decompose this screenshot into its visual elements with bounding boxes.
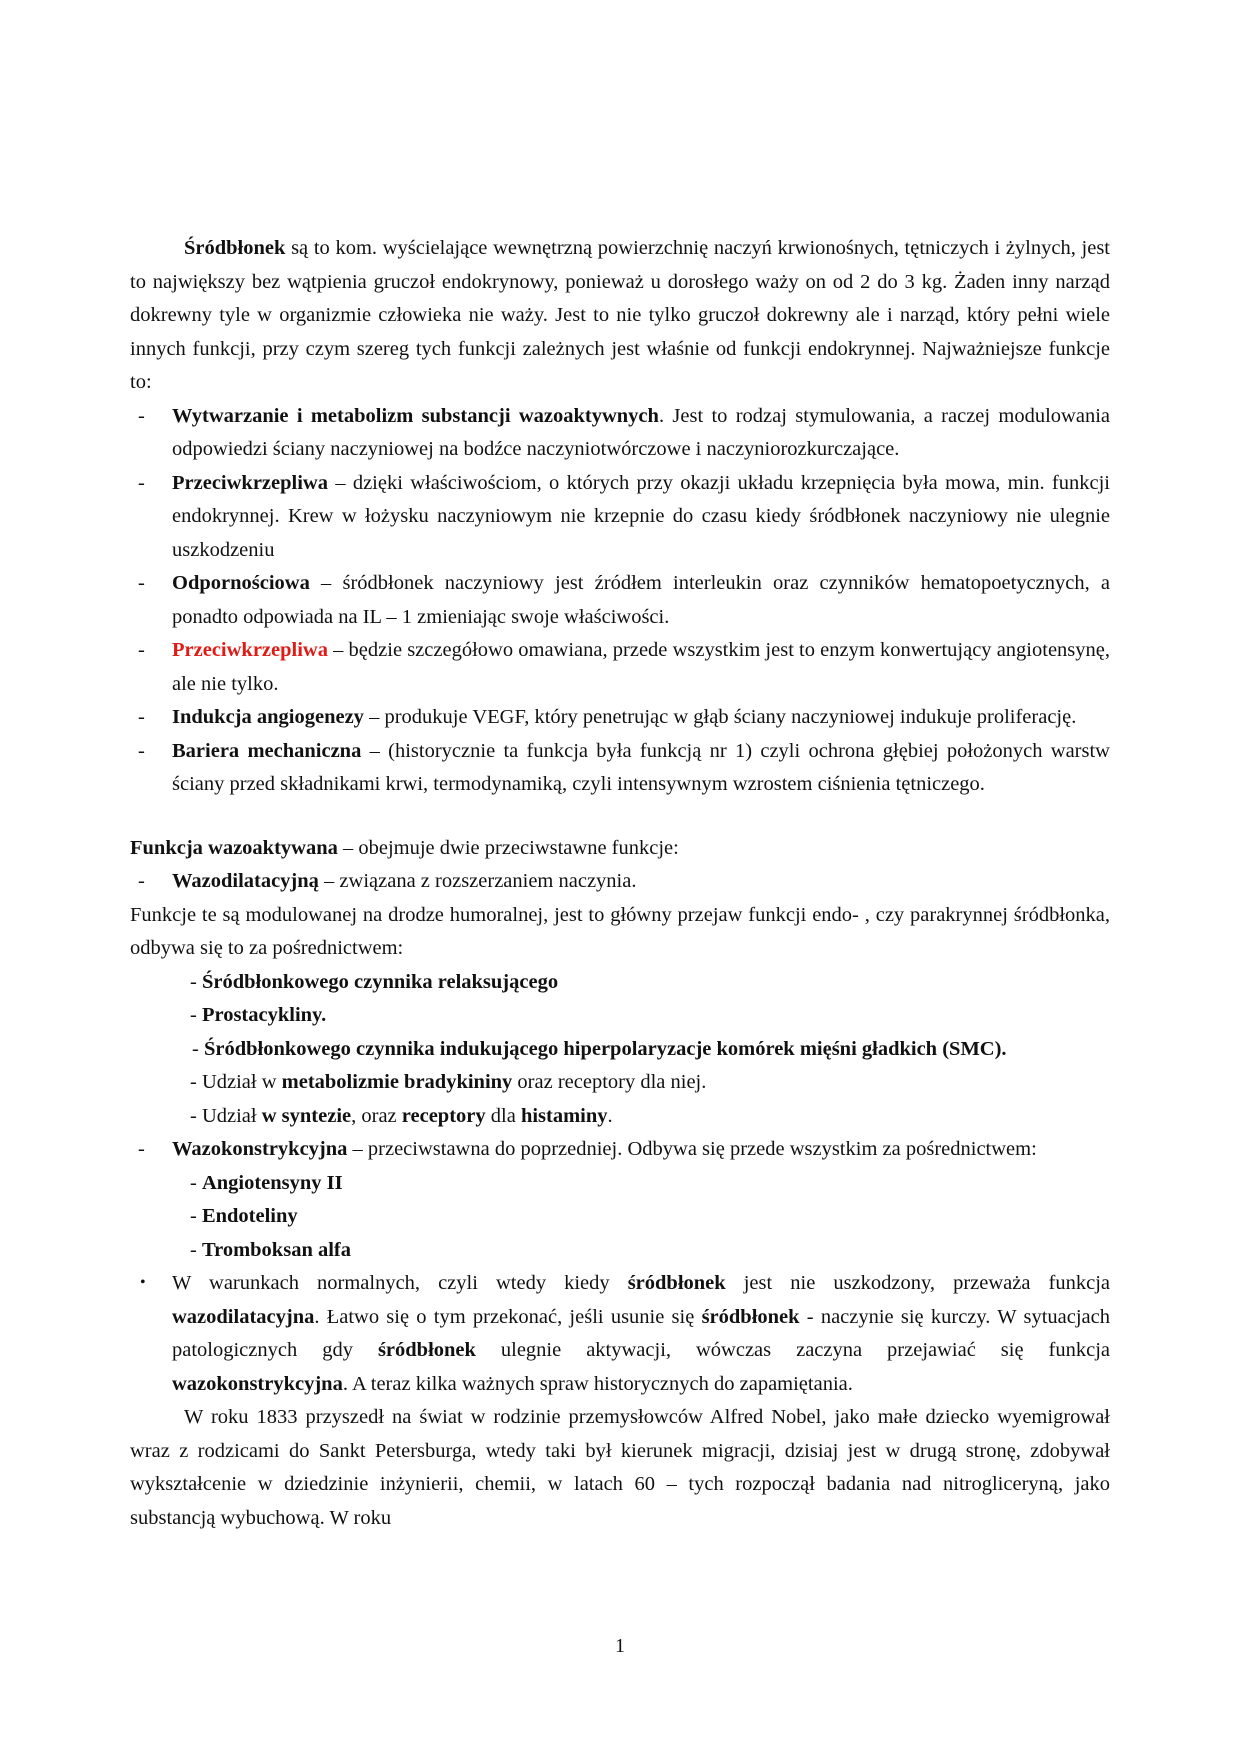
vasoactive-heading-rest: – obejmuje dwie przeciwstawne funkcje: [337, 836, 679, 859]
sub-list-item [130, 1066, 1110, 1100]
dash-marker: - [190, 1205, 197, 1227]
sub-item-bold-2: receptory [401, 1104, 486, 1127]
list-item-text: – przeciwstawna do poprzedniej. Odbywa się przede wszystkim za pośrednictwem: [347, 1138, 1037, 1160]
vasoconstriction-list [130, 1133, 1110, 1167]
sub-list-item [130, 1234, 1110, 1268]
sub-item-rest: oraz receptory dla niej. [512, 1071, 707, 1093]
dash-marker: - [138, 404, 145, 427]
nc-bold-2: wazodilatacyjna [172, 1305, 315, 1328]
vasoactive-heading [130, 832, 1110, 866]
list-item [130, 735, 1110, 802]
sub-item-prefix: Udział [201, 1104, 262, 1127]
nc-seg-5: ulegnie aktywacji, wówczas zaczyna przejawiać się funkcja [475, 1339, 1111, 1361]
nc-bold-5: wazokonstrykcyjna [172, 1372, 343, 1395]
dash-marker: - [138, 870, 145, 892]
sub-list-item [130, 1167, 1110, 1201]
vasoactive-heading-bold: Funkcja wazoaktywana [130, 836, 338, 859]
nc-seg-4: - naczynie się kurczy. W sytuacjach patologicznych gdy [172, 1305, 1110, 1361]
dash-marker: - [190, 1071, 197, 1093]
nobel-paragraph: W roku 1833 przyszedł na świat w rodzinie przemysłowców Alfred Nobel, jako małe dziecko wyemigrował wraz z rodzicami do Sankt Petersburga, wtedy taki był kierunek migracji, dzisiaj jest w drugą stronę, zdobywał wykształcenie w dziedzinie inżynierii, chemii, w latach 60 – tych rozpoczął badania nad nitrogliceryną, jako substancją wybuchową. W roku [130, 1406, 1110, 1529]
sub-item-bold: w syntezie [261, 1104, 352, 1127]
sub-item-bold: Tromboksan alfa [201, 1238, 351, 1261]
sub-item-mid-2: dla [485, 1104, 521, 1127]
sub-item-bold: Śródbłonkowego czynnika indukującego hiperpolaryzacje komórek mięśni gładkich (SMC). [203, 1037, 1007, 1060]
dash-marker: - [190, 1004, 197, 1026]
list-item-bold-label: Wazokonstrykcyjna [172, 1138, 348, 1160]
nc-seg-6: . A teraz kilka ważnych spraw historycznych do zapamiętania. [342, 1372, 853, 1395]
list-item-bold-label: Indukcja angiogenezy [172, 706, 364, 728]
intro-lead-bold: Śródbłonek [184, 237, 286, 259]
list-item-text: – śródbłonek naczyniowy jest źródłem interleukin oraz czynników hematopoetycznych, a ponadto odpowiada na IL – 1 zmieniając swoje właściwości. [172, 572, 1110, 628]
page-number: 1 [615, 1635, 625, 1657]
section-spacer [130, 802, 1110, 832]
sub-list-item [130, 999, 1110, 1033]
sub-item-bold-3: histaminy [520, 1104, 608, 1127]
dash-marker: - [138, 706, 145, 728]
list-item-bold-label: Odpornościowa [172, 572, 310, 594]
list-item-text: – dzięki właściwościom, o których przy okazji układu krzepnięcia była mowa, min. funkcji endokrynnej. Krew w łożysku naczyniowym nie krzepnie do czasu kiedy śródbłonek naczyniowy nie ulegnie uszkodzeniu [172, 471, 1110, 561]
list-item-bold-label-red: Przeciwkrzepliwa [172, 639, 328, 661]
list-item-text: – (historycznie ta funkcja była funkcją nr 1) czyli ochrona głębiej położonych warstw ściany przed składnikami krwi, termodynamiką, czyli intensywnym wzrostem ciśnienia tętniczego. [172, 739, 1110, 795]
list-item-bold-label: Bariera mechaniczna [172, 739, 362, 762]
list-item-bold-label: Wazodilatacyjną [172, 870, 319, 892]
sub-item-rest: . [607, 1104, 613, 1127]
sub-item-bold: Endoteliny [201, 1205, 298, 1227]
list-item-text: – będzie szczegółowo omawiana, przede wszystkim jest to enzym konwertujący angiotensynę, ale nie tylko. [172, 639, 1110, 695]
list-item [130, 1267, 1110, 1401]
sub-list-item [130, 1033, 1110, 1067]
functions-list [130, 400, 1110, 802]
list-item [130, 567, 1110, 634]
intro-text: są to kom. wyścielające wewnętrzną powierzchnię naczyń krwionośnych, tętniczych i żylnych, jest to największy bez wątpienia gruczoł endokrynowy, ponieważ u dorosłego waży on od 2 do 3 kg. Żaden inny narząd dokrewny tyle w organizmie człowieka nie waży. Jest to nie tylko gruczoł dokrewny ale i narząd, który pełni wiele innych funkcji, przy czym szereg tych funkcji zależnych jest właśnie od funkcji endokrynnej. Najważniejsze funkcje to: [130, 237, 1110, 393]
modulation-paragraph: Funkcje te są modulowanej na drodze humoralnej, jest to główny przejaw funkcji endo- , czy parakrynnej śródbłonka, odbywa się to za pośrednictwem: [130, 903, 1110, 959]
sub-list-item [130, 1200, 1110, 1234]
nc-seg-2: jest nie uszkodzony, przeważa funkcja [725, 1272, 1110, 1294]
list-item-text: – produkuje VEGF, który penetrując w głąb ściany naczyniowej indukuje proliferację. [363, 706, 1077, 728]
sub-list-item [130, 966, 1110, 1000]
list-item-highlighted [130, 634, 1110, 701]
list-item [130, 1133, 1110, 1167]
list-item [130, 865, 1110, 899]
sub-item-bold: Śródbłonkowego czynnika relaksującego [201, 970, 559, 993]
sub-list-item [130, 1100, 1110, 1134]
dash-marker: - [138, 639, 145, 661]
intro-paragraph [130, 232, 1110, 400]
dash-marker: - [192, 1037, 199, 1060]
list-item [130, 701, 1110, 735]
dash-marker: - [190, 1104, 197, 1127]
dash-marker: - [138, 572, 145, 594]
list-item-bold-label: Przeciwkrzepliwa [172, 471, 328, 494]
list-item [130, 467, 1110, 568]
mediators-list [130, 966, 1110, 1134]
normal-conditions-list [130, 1267, 1110, 1401]
dash-marker: - [138, 1138, 145, 1160]
dash-marker: - [190, 1171, 197, 1194]
vasodilation-list [130, 865, 1110, 899]
list-item-bold-label: Wytwarzanie i metabolizm substancji wazoaktywnych [172, 404, 659, 427]
sub-item-bold: Angiotensyny II [201, 1171, 343, 1194]
sub-item-bold: metabolizmie bradykininy [281, 1071, 513, 1093]
dash-marker: - [190, 970, 197, 993]
nc-bold-4: śródbłonek [377, 1339, 476, 1361]
nc-seg-1: W warunkach normalnych, czyli wtedy kiedy [172, 1272, 628, 1294]
sub-item-prefix: Udział w [201, 1071, 282, 1093]
dash-marker: - [138, 471, 145, 494]
dash-marker: - [138, 739, 145, 762]
bullet-marker: • [140, 1274, 146, 1291]
dash-marker: - [190, 1238, 197, 1261]
sub-item-bold: Prostacykliny. [201, 1004, 327, 1026]
list-item-text: . Jest to rodzaj stymulowania, a raczej modulowania odpowiedzi ściany naczyniowej na bodźce naczyniotwórczowe i naczyniorozkurczające. [172, 404, 1110, 460]
nc-seg-3: . Łatwo się o tym przekonać, jeśli usunie się [314, 1305, 702, 1328]
nc-bold-3: śródbłonek [701, 1305, 800, 1328]
constrictors-list [130, 1167, 1110, 1268]
sub-item-mid: , oraz [351, 1104, 402, 1127]
list-item-text: – związana z rozszerzaniem naczynia. [318, 870, 637, 892]
list-item [130, 400, 1110, 467]
nc-bold-1: śródbłonek [627, 1272, 726, 1294]
